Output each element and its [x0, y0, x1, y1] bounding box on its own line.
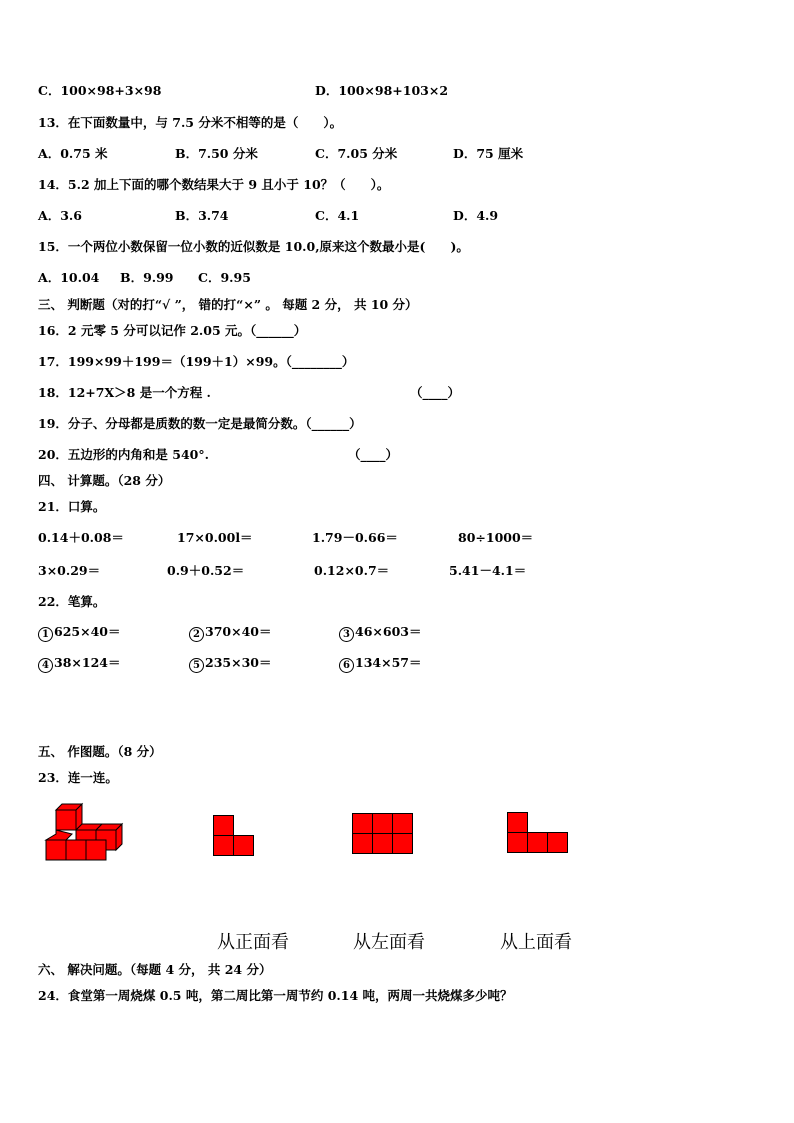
view-label-left: 从左面看 — [353, 932, 425, 953]
option-d: D．100×98+103×2 — [315, 83, 449, 98]
question-14-stem: 14．5.2 加上下面的哪个数结果大于 9 且小于 10？（ ）。 — [38, 177, 390, 192]
circled-number: 3 — [339, 627, 354, 642]
written-calc-item: 6 134×57＝ — [339, 655, 421, 673]
option-c: C．100×98+3×98 — [38, 83, 162, 98]
view-label-top: 从上面看 — [500, 932, 572, 953]
oral-calc-item: 0.9＋0.52＝ — [167, 563, 245, 578]
option-b: B．3.74 — [175, 208, 229, 223]
view-label-front: 从正面看 — [217, 932, 289, 953]
section-4-heading: 四、 计算题。（28 分） — [38, 473, 171, 488]
oral-calc-item: 1.79－0.66＝ — [312, 530, 398, 545]
oral-calc-item: 0.12×0.7＝ — [314, 563, 390, 578]
option-d: D．75 厘米 — [453, 146, 524, 161]
circled-number: 1 — [38, 627, 53, 642]
view-shape-long-l — [507, 812, 569, 854]
circled-number: 5 — [189, 658, 204, 673]
option-c: C．9.95 — [198, 270, 251, 285]
question-15-stem: 15．一个两位小数保留一位小数的近似数是 10.0,原来这个数最小是( )。 — [38, 239, 469, 254]
oral-calc-item: 0.14＋0.08＝ — [38, 530, 124, 545]
question-20: 20．五边形的内角和是 540°. — [38, 447, 209, 462]
oral-calc-item: 80÷1000＝ — [458, 530, 534, 545]
cube-solid-3d — [46, 802, 126, 862]
section-3-heading: 三、 判断题（对的打“√ ”， 错的打“×” 。 每题 2 分， 共 10 分） — [38, 297, 418, 312]
section-6-heading: 六、 解决问题。（每题 4 分， 共 24 分） — [38, 962, 272, 977]
option-c: C．7.05 分米 — [315, 146, 398, 161]
written-calc-item: 5 235×30＝ — [189, 655, 271, 673]
circled-number: 6 — [339, 658, 354, 673]
option-b: B．7.50 分米 — [175, 146, 258, 161]
question-19: 19．分子、分母都是质数的数一定是最简分数。（______） — [38, 416, 362, 431]
oral-calc-item: 17×0.00l＝ — [177, 530, 253, 545]
section-5-heading: 五、 作图题。（8 分） — [38, 744, 162, 759]
written-calc-item: 1 625×40＝ — [38, 624, 120, 642]
view-shape-rectangle — [352, 813, 414, 855]
option-a: A．10.04 — [38, 270, 100, 285]
option-b: B．9.99 — [120, 270, 174, 285]
oral-calc-item: 5.41－4.1＝ — [449, 563, 527, 578]
question-16: 16．2 元零 5 分可以记作 2.05 元。（______） — [38, 323, 307, 338]
circled-number: 4 — [38, 658, 53, 673]
option-a: A．3.6 — [38, 208, 82, 223]
question-17: 17．199×99＋199＝（199＋1）×99。（________） — [38, 354, 355, 369]
view-shape-l — [213, 815, 255, 857]
question-24: 24．食堂第一周烧煤 0.5 吨，第二周比第一周节约 0.14 吨，两周一共烧煤多少吨？ — [38, 988, 513, 1003]
oral-calc-item: 3×0.29＝ — [38, 563, 101, 578]
answer-blank: （____） — [348, 447, 399, 462]
option-a: A．0.75 米 — [38, 146, 108, 161]
circled-number: 2 — [189, 627, 204, 642]
option-d: D．4.9 — [453, 208, 499, 223]
written-calc-item: 4 38×124＝ — [38, 655, 120, 673]
written-calc-item: 2 370×40＝ — [189, 624, 271, 642]
answer-blank: （____） — [410, 385, 461, 400]
question-18: 18．12+7X＞8 是一个方程 . — [38, 385, 211, 400]
question-22-stem: 22．笔算。 — [38, 594, 106, 609]
question-13-stem: 13．在下面数量中，与 7.5 分米不相等的是（ ）。 — [38, 115, 343, 130]
question-23-stem: 23．连一连。 — [38, 770, 118, 785]
question-21-stem: 21．口算。 — [38, 499, 106, 514]
written-calc-item: 3 46×603＝ — [339, 624, 421, 642]
option-c: C．4.1 — [315, 208, 360, 223]
